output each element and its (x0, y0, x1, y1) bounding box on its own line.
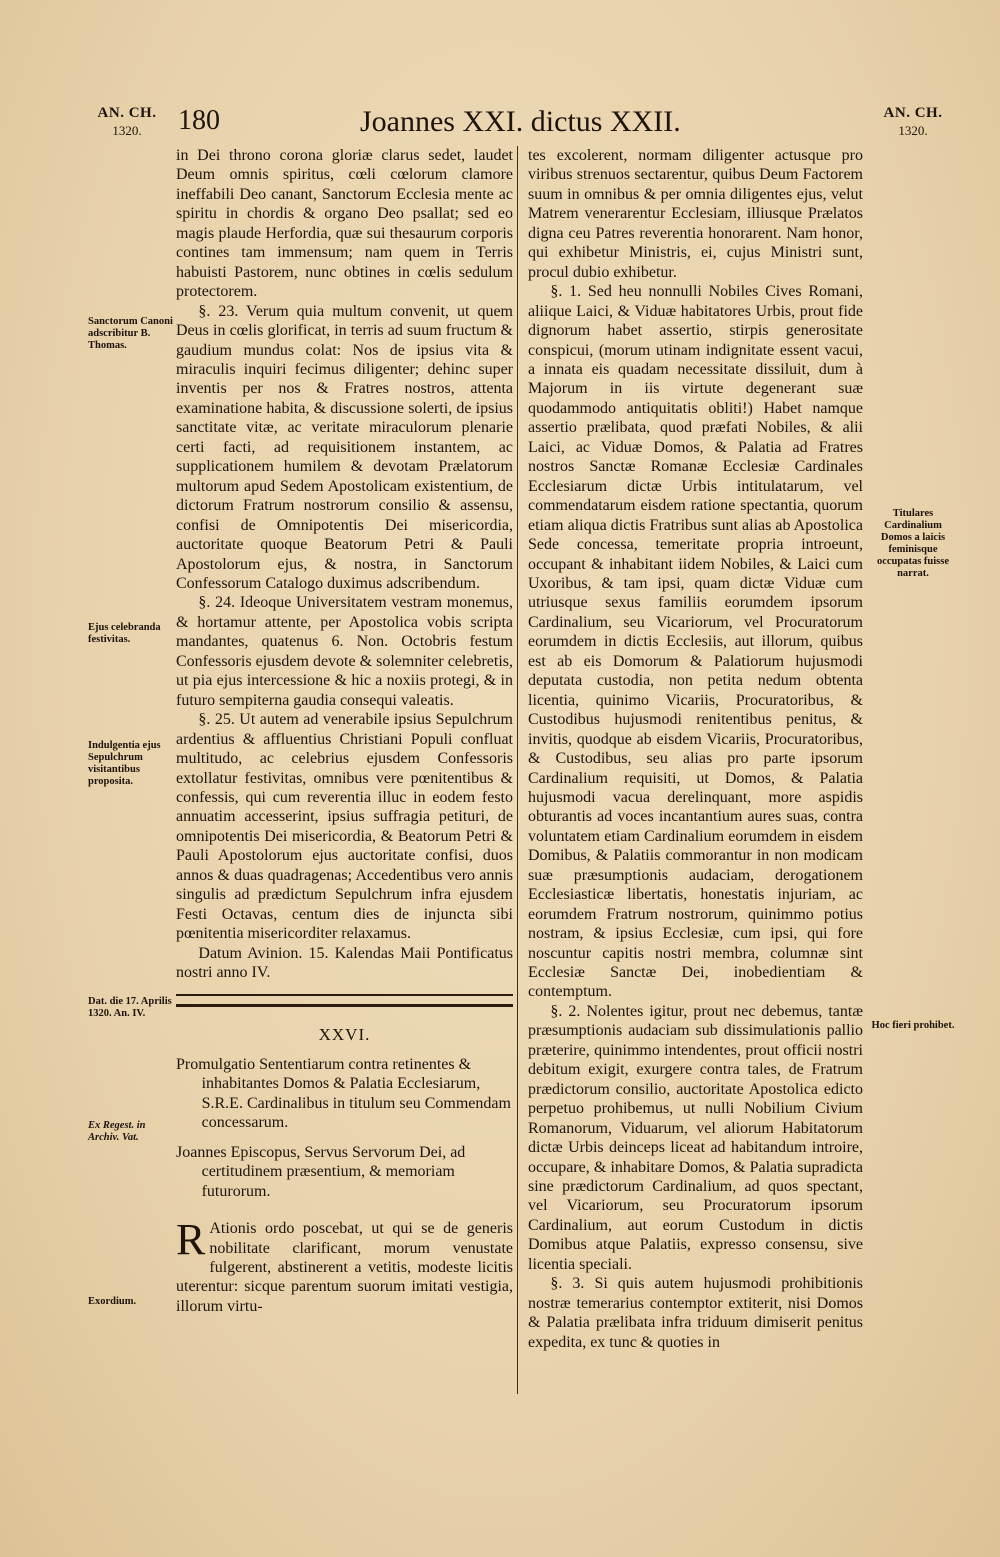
paragraph: in Dei throno corona gloriæ clarus sedet, laudet Deum omnis spiritus, cœli cœlorum clamore ineffabili Deo canant, Sanctorum Ecclesia mente ac spiritu in chordis & organo Deo psallat; sed eo magis plaude Herfordia, quæ sui thesaurum corporis contines tam immensum; nam quem in Terris habuisti Pastorem, nunc obtines in cœlis sedulum protectorem. (176, 147, 513, 301)
margin-note-titulares: Titulares Cardinalium Domos a laicis feminisque occupatas fuisse narrat. (876, 508, 950, 579)
paragraph-section-3: §. 3. Si quis autem hujusmodi prohibitionis nostræ temerarius contemptor extiterit, nisi Domos & Palatia prælibata infra triduum dimiserit penitus expedita, ex tunc & quoties in (528, 1275, 863, 1351)
drop-cap: R (176, 1215, 206, 1265)
paragraph-section-1: §. 1. Sed heu nonnulli Nobiles Cives Romani, aliique Laici, & Viduæ habitatores Urbis, prout fide dignorum habet assertio, stirpis generositate conspicui, (morum utinam indignitate essent vacui, a innata eis quadam necessitate dissiluit, dum à Majorum in iis virtute degenerant suæ quodammodo antiquitatis obliti!) Habet namque assertio prælibata, quod præfati Nobiles, & alii Laici, ac Viduæ Domos, & Palatia ad Fratres nostros Sanctæ Romanæ Ecclesiæ Cardinales Ecclesiarum dictæ Urbis intitulatarum, vel commendatarum eisdem ratione spectantia, quorum etiam aliqua dictis Fratribus sunt alias ab Apostolica Sede concessa, temeritate propria introeunt, occupant & inhabitant iidem Nobiles, & Laici cum Uxoribus, & tam ipsi, quam dictæ Viduæ cum utriusque sexus familiis eorumdem ipsorum Cardinalium, seu Vicariorum, vel Procuratorum eorumdem in dictis Ecclesiis, aut illorum, quibus est ab eis Domorum & Palatiorum hujusmodi deputata custodia, non petita nedum obtenta licentia, quinimo Vicariis, Procuratoribus, & Custodibus hujusmodi renitentibus penitus, & invitis, quodque ab eisdem Vicariis, Procuratoribus, & Custodibus, seu alias pro parte ipsorum Cardinalium requisiti, ut Domos, & Palatia hujusmodi vacua derelinquant, more aspidis obturantis ad voces incantantium aures suas, contra voluntatem etiam Cardinalium eorumdem in eisdem Domibus, & Palatiis commorantur in non modicam suæ præsumptionis audaciam, derogationem Ecclesiasticæ libertatis, honestatis injuriam, ac eorumdem Fratrum nostrorum, quinimmo potius nostram, & ipsius Ecclesiæ, cum ipsi, qui fore noscuntur capitis nostri membra, columnæ sint Ecclesiæ Sanctæ Dei, inobedientiam & contemptum. (528, 283, 863, 1001)
margin-note-indulgence: Indulgentia ejus Sepulchrum visitantibus proposita. (88, 740, 161, 787)
year-left: 1320. (112, 123, 142, 138)
paragraph: tes excolerent, normam diligenter actusque pro viribus strenuos sectarentur, quibus Deum Factorem suum in omnibus & per omnia diligentes ejus, velut Matrem venerarentur Ecclesiam, illiusque Prælatos digna ceu Patres reverentia honorarent. Nam honor, qui exhibetur Ministris, ei, cujus Ministri sunt, procul dubio exhibetur. (528, 147, 863, 281)
anno-christi-label-right: AN. CH. (883, 105, 943, 121)
anno-christi-label-left: AN. CH. (97, 105, 157, 121)
column-divider (517, 146, 518, 1394)
year-marker-right (868, 104, 958, 140)
margin-note-date: Dat. die 17. Aprilis 1320. An. IV. (88, 996, 172, 1019)
year-marker-left (82, 104, 172, 140)
salutation: Joannes Episcopus, Servus Servorum Dei, ad certitudinem præsentium, & memoriam futurorum. (176, 1143, 466, 1200)
exordium-text: Ationis ordo poscebat, ut qui se de generis nobilitate clarificant, morum venustate fulgerent, abstinerent a vetitis, modeste licitis uterentur: sicque parentum suorum imitati vestigia, illorum virtu- (176, 1220, 513, 1315)
paragraph-section-2: §. 2. Nolentes igitur, prout nec debemus, tantæ præsumptionis audaciam sub dissimulationis pallio præterire, quinimmo intendentes, prout officii nostri debitum exigit, exurgere contra tales, de Fratrum prædictorum consilio, auctoritate Apostolica edicto perpetuo prohibemus, ut nulli Nobilium Civium Romanorum, Viduarum, vel aliorum Habitatorum dictæ Urbis deinceps liceat ad habitandum introire, occupare, & inhabitare Domos, & Palatia supradicta sine prædictorum Cardinalium, ad quos spectant, vel Vicariorum, seu Procuratorum ipsorum Cardinalium, aut eorum Custodum in dictis Domibus atque Palatiis, expresso consensu, sive licentia speciali. (528, 1002, 863, 1273)
margin-note-exordium: Exordium. (88, 1296, 137, 1307)
paragraph-dating: Datum Avinion. 15. Kalendas Maii Pontificatus nostri anno IV. (176, 944, 513, 982)
running-head: Joannes XXI. dictus XXII. (360, 105, 681, 138)
document-number: XXVI. (318, 1025, 371, 1045)
paragraph-section-23: §. 23. Verum quia multum convenit, ut quem Deus in cœlis glorificat, in terris ad suum fructum & gaudium mundus colat: Nos de ipsius vita & miraculis inquiri fecimus diligenter; dehinc super inventis per nos & Fratres nostros, attenta examinatione habita, & discussione solerti, de ipsius sanctitate vitæ, ac veritate miraculorum plenarie certi facti, ad requisitionem instantem, ac supplicationem humilem & devotam Prælatorum multorum apud Sedem Apostolicam existentium, de dictorum Fratrum nostrorum consilio & assensu, confisi de Omnipotentis Dei misericordia, auctoritate quoque Beatorum Petri & Pauli Apostolorum ejus, & nostra, in Sanctorum Confessorum Catalogo duximus adscribendum. (176, 302, 513, 592)
exordium-paragraph (176, 1215, 513, 1316)
margin-note-festivity: Ejus celebranda festivitas. (88, 622, 161, 645)
right-text-column (528, 146, 863, 1352)
paragraph-section-24: §. 24. Ideoque Universitatem vestram monemus, & hortamur attente, per Apostolica vobis scripta mandantes, quatenus 6. Non. Octobris festum Confessoris ejusdem devote & solemniter celebretis, ut pia ejus intercessione & hic a noxiis protegi, & in futuro sempiterna gaudia consequi valeatis. (176, 594, 513, 709)
document-summary: Promulgatio Sententiarum contra retinentes & inhabitantes Domos & Palatia Ecclesiarum, S.R.E. Cardinalibus in titulum seu Commendam concessarum. (176, 1055, 511, 1132)
margin-note-canonization: Sanctorum Canoni adscribitur B. Thomas. (88, 316, 173, 351)
page-number: 180 (178, 105, 220, 136)
margin-note-source: Ex Regest. in Archiv. Vat. (88, 1120, 146, 1143)
year-right: 1320. (898, 123, 928, 138)
left-text-column (176, 146, 513, 1316)
margin-note-prohibet: Hoc fieri prohibet. (871, 1020, 955, 1031)
paragraph-section-25: §. 25. Ut autem ad venerabile ipsius Sepulchrum ardentius & affluentius Christiani Populi confluat multitudo, ac celebrius ejusdem Confessoris extollatur festivitas, omnibus vere pœnitentibus & confessis, qui cum reverentia illuc in eodem festo annuatim accesserint, ipsius suffragia petituri, de omnipotentis Dei misericordia, & Beatorum Petri & Pauli Apostolorum ejus auctoritate confisi, duos annos & duas quadragenas; Accedentibus vero annis singulis ad prædictum Sepulchrum infra ejusdem Festi Octavas, centum dies de injuncta sibi pœnitentia misericorditer relaxamus. (176, 711, 513, 943)
section-separator-rule (176, 994, 513, 1007)
